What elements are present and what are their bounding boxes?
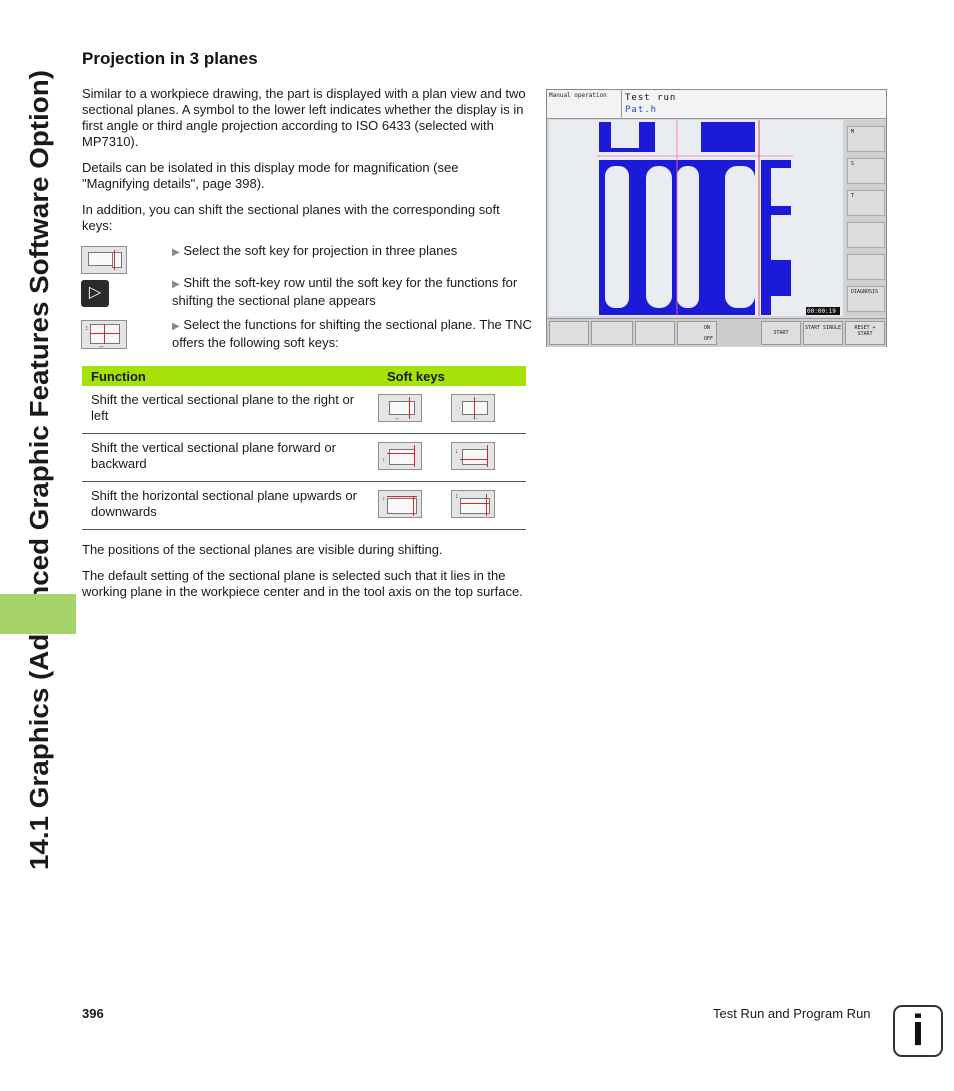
plane-line (90, 333, 120, 334)
step-2-text: Shift the soft-key row until the soft key for the functions for shifting the sectional plane appears (172, 275, 518, 308)
side-chapter-title (10, 40, 62, 870)
front-view-slot (605, 166, 629, 308)
chapter-tab-marker (0, 594, 76, 634)
side-softkey-bar (845, 120, 886, 316)
diagnosis-label: DIAGNOSIS (851, 289, 879, 295)
softkey-shift-backward[interactable] (451, 442, 495, 470)
softkey-glyph (389, 449, 415, 465)
softkey-view-1[interactable] (549, 321, 589, 345)
table-row (82, 434, 526, 482)
softkey-start[interactable]: START (761, 321, 801, 345)
graphics-area (549, 120, 843, 316)
softkey-view-3planes[interactable] (591, 321, 633, 345)
plane-line (486, 494, 487, 516)
paragraph-details: Details can be isolated in this display mode for magnification (see "Magnifying details", page 398). (82, 160, 459, 191)
softkey-shift-right[interactable] (378, 394, 422, 422)
plane-line (414, 445, 415, 467)
side-view-notch (771, 296, 791, 316)
info-icon (893, 1005, 943, 1057)
softkey-view-3d[interactable] (635, 321, 675, 345)
front-view-slot (725, 166, 755, 308)
softkey-shift-up[interactable] (378, 490, 422, 518)
column-header-function: Function (82, 366, 378, 386)
softkeys-cell (378, 434, 526, 482)
front-view-slot (677, 166, 699, 308)
plan-view-part (701, 122, 755, 152)
softkey-function-table (82, 366, 526, 530)
side-chapter-title-text: 14.1 Graphics (Advanced Graphic Features Software Option) (26, 135, 54, 870)
paragraph-softkeys: In addition, you can shift the sectional planes with the corresponding soft keys: (82, 202, 500, 233)
softkey-shift-left[interactable] (451, 394, 495, 422)
plane-line (387, 453, 415, 454)
info-glyph: i (911, 1006, 925, 1055)
table-header-row (82, 366, 526, 386)
softkey-projection-3-planes[interactable] (81, 246, 127, 274)
step-arrow-icon: ▶ (172, 279, 180, 290)
side-view-notch (771, 215, 791, 260)
softkey-glyph (90, 324, 120, 344)
plane-line (460, 459, 488, 460)
step-2 (172, 275, 532, 309)
side-view-notch (771, 168, 791, 206)
step-arrow-icon: ▶ (172, 321, 180, 332)
softkey-glyph (88, 252, 114, 266)
step-3 (172, 317, 532, 351)
plane-line (114, 250, 115, 270)
softkey-glyph (462, 449, 488, 465)
step-arrow-icon: ▶ (172, 247, 180, 258)
table-row (82, 482, 526, 530)
arrow-down-icon: ↕ (455, 493, 459, 500)
chapter-footer: Test Run and Program Run (713, 1006, 871, 1021)
arrow-left-right-icon: ↔ (98, 343, 105, 350)
softkey-on-off[interactable] (677, 321, 717, 345)
softkey-s[interactable] (847, 158, 885, 184)
step-1-text: Select the soft key for projection in three planes (183, 243, 458, 258)
on-label: ON (704, 325, 711, 331)
arrow-left-icon: ← (472, 415, 479, 422)
off-label: OFF (704, 336, 714, 342)
softkey-blank[interactable] (847, 222, 885, 248)
table-row (82, 386, 526, 434)
paragraph-positions: The positions of the sectional planes are visible during shifting. (82, 542, 443, 557)
label-s: S (851, 161, 855, 167)
softkey-diagnosis[interactable] (847, 286, 885, 312)
softkey-blank[interactable] (847, 254, 885, 280)
tnc-screen-illustration (546, 89, 887, 347)
softkeys-cell (378, 386, 526, 434)
softkey-shift-sectional-plane[interactable] (81, 320, 127, 349)
label-m: M (851, 129, 855, 135)
screen-title: Test run (625, 93, 677, 103)
softkey-m[interactable] (847, 126, 885, 152)
function-cell: Shift the horizontal sectional plane upwards or downwards (82, 482, 378, 530)
arrow-right-icon: → (393, 415, 400, 422)
softkey-shift-down[interactable] (451, 490, 495, 518)
function-cell: Shift the vertical sectional plane forward or backward (82, 434, 378, 482)
screen-header (547, 90, 886, 119)
softkey-glyph (462, 401, 488, 415)
arrow-down-icon: ↓ (455, 448, 459, 455)
plane-line (413, 496, 414, 516)
arrow-up-icon: ↑ (382, 457, 386, 464)
arrow-up-icon: ↑ (382, 496, 386, 503)
column-header-softkeys: Soft keys (378, 366, 526, 386)
softkey-shift-forward[interactable] (378, 442, 422, 470)
plan-view-gap (611, 122, 639, 148)
function-cell: Shift the vertical sectional plane to the right or left (82, 386, 378, 434)
plane-line (409, 397, 410, 419)
section-heading: Projection in 3 planes (82, 49, 258, 68)
softkeys-cell (378, 482, 526, 530)
front-view-slot (646, 166, 672, 308)
screen-file-name: Pat.h (625, 105, 658, 115)
paragraph-default: The default setting of the sectional plane is selected such that it lies in the working plane in the workpiece center and in the tool axis on the top surface. (82, 568, 523, 599)
softkey-reset-start[interactable]: RESET + START (845, 321, 885, 345)
plane-line (487, 445, 488, 467)
timer-readout: 00:00:19 (807, 308, 836, 315)
plane-line (104, 324, 105, 344)
softkey-glyph (389, 401, 415, 415)
label-t: T (851, 193, 855, 199)
bottom-softkey-bar (547, 318, 886, 347)
arrow-up-down-icon: ↕ (85, 325, 89, 332)
next-softkey-row-key[interactable]: ▷ (81, 280, 109, 307)
softkey-t[interactable] (847, 190, 885, 216)
paragraph-intro: Similar to a workpiece drawing, the part is displayed with a plan view and two sectional planes. A symbol to the lower left indicates whether the display is in first angle or third angle projection according to ISO 6433 (selected with MP7310). (82, 86, 526, 149)
softkey-start-single[interactable]: START SINGLE (803, 321, 843, 345)
step-1 (172, 243, 532, 261)
screen-mode-label: Manual operation (549, 92, 607, 99)
step-3-text: Select the functions for shifting the sectional plane. The TNC offers the following soft keys: (172, 317, 532, 350)
screen-header-divider (621, 90, 622, 118)
page-number: 396 (82, 1006, 104, 1021)
